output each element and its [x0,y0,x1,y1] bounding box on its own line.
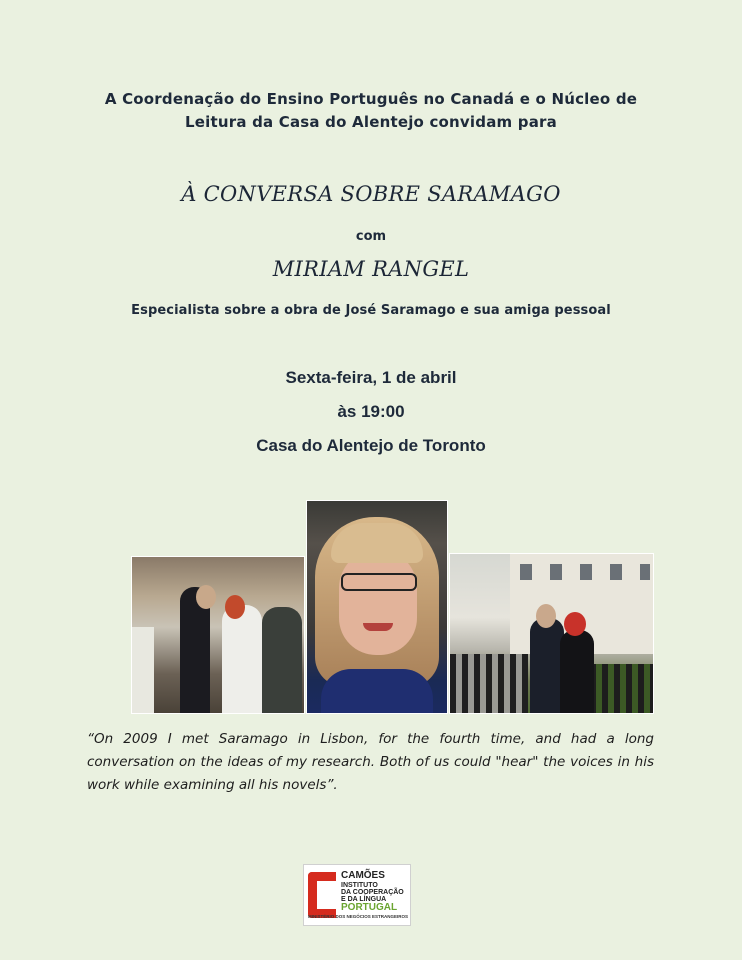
photo-window [640,564,650,580]
logo-line-1: CAMÕES [341,870,385,881]
photo-window [610,564,622,580]
photo-figure-bystander [132,627,154,713]
speaker-name: MIRIAM RANGEL [272,257,470,281]
photo-figure-woman [222,605,262,713]
photo-figure-man-head [196,585,216,609]
event-time: às 19:00 [337,402,405,421]
portrait-fringe [331,523,423,563]
logo-line-6: MINISTÉRIO DOS NEGÓCIOS ESTRANGEIROS [308,914,409,919]
intro-line-1: A Coordenação do Ensino Português no Canadá e o Núcleo de [104,90,638,108]
with-label: com [355,229,387,244]
logo-line-4: E DA LÍNGUA [341,896,387,903]
photo-chairs-left [450,654,528,713]
camoes-institute-logo [303,864,411,926]
photo-figure-man [530,618,564,713]
event-date: Sexta-feira, 1 de abril [285,368,457,387]
portrait-smile [363,623,393,631]
portrait-face [339,549,417,655]
photo-window [580,564,592,580]
logo-line-5: PORTUGAL [341,902,398,913]
intro-line-2: Leitura da Casa do Alentejo convidam para [185,113,557,131]
photo-window [520,564,532,580]
event-title: À CONVERSA SOBRE SARAMAGO [181,182,561,206]
photo-figure-woman-head [564,612,586,636]
logo-line-3: DA COOPERAÇÃO [341,889,404,896]
photo-saramago-gallery [131,556,305,714]
photo-window [550,564,562,580]
portrait-glasses [341,573,417,591]
speaker-description: Especialista sobre a obra de José Saramago e sua amiga pessoal [131,303,611,318]
photo-figure-woman [560,630,594,713]
portrait-clothing [321,669,433,713]
event-venue: Casa do Alentejo de Toronto [256,436,486,455]
photo-saramago-courtyard [449,553,654,714]
photo-figure-woman-head [225,595,245,619]
intro-text [0,88,742,134]
photo-miriam-portrait [306,500,448,714]
testimonial-quote: “On 2009 I met Saramago in Lisbon, for the fourth time, and had a long conversation on the ideas of my research. Both of us could "hear" the voices in his work while examining all his novels”. [87,731,654,793]
photo-figure-man-head [536,604,556,628]
camoes-c-icon [308,872,336,918]
logo-line-2: INSTITUTO [341,882,378,889]
photo-chairs-right [590,664,653,713]
photo-figure-guest [262,607,302,713]
